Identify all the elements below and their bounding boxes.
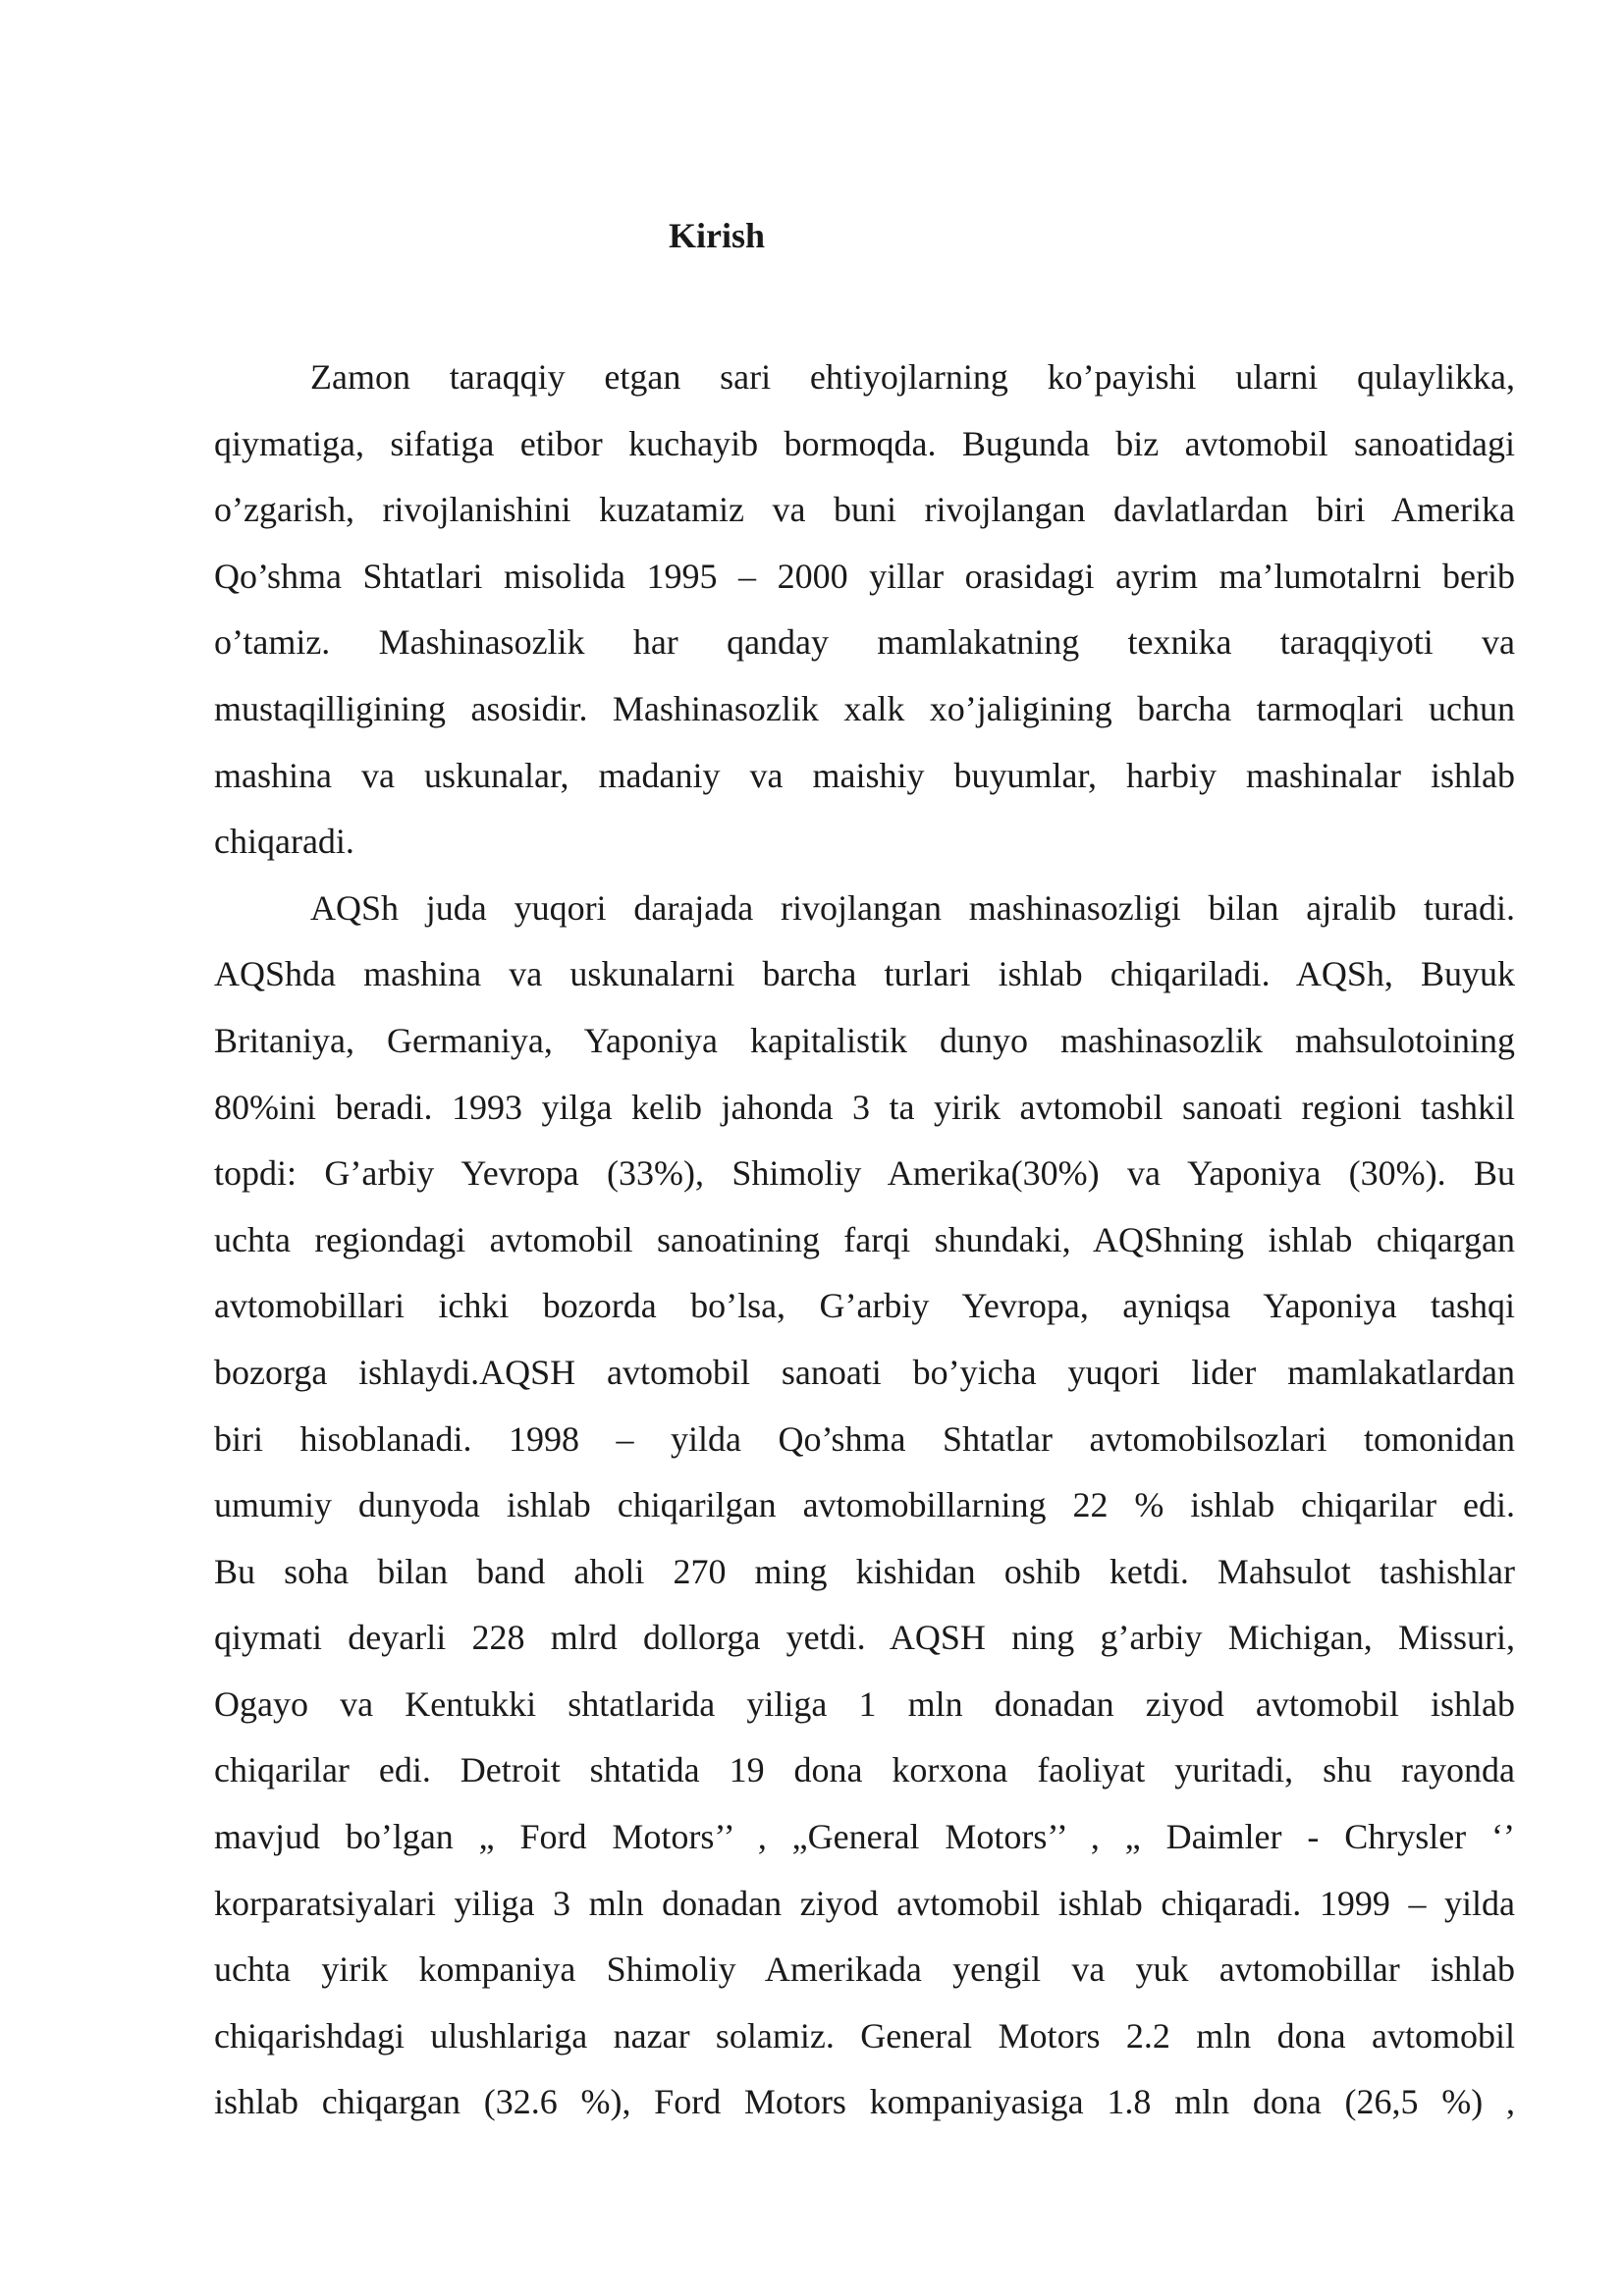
text-line: mashina va uskunalar, madaniy va maishiy buyumlar, harbiy mashinalar ishlab (214, 755, 1515, 795)
text-line: chiqaradi. (214, 822, 354, 862)
text-line: Ogayo va Kentukki shtatlarida yiliga 1 mln donadan ziyod avtomobil ishlab (214, 1683, 1515, 1724)
text-line: qiymatiga, sifatiga etibor kuchayib bormoqda. Bugunda biz avtomobil sanoatidagi (214, 423, 1515, 463)
text-line: Bu soha bilan band aholi 270 ming kishidan oshib ketdi. Mahsulot tashishlar (214, 1551, 1515, 1591)
text-line: mavjud bo’lgan „ Ford Motors’’ , „General Motors’’ , „ Daimler - Chrysler ‘’ (214, 1817, 1515, 1857)
text-line: Zamon taraqqiy etgan sari ehtiyojlarning ko’payishi ularni qulaylikka, (310, 357, 1515, 397)
text-line: topdi: G’arbiy Yevropa (33%), Shimoliy Amerika(30%) va Yaponiya (30%). Bu (214, 1153, 1515, 1194)
text-line: 80%ini beradi. 1993 yilga kelib jahonda 3 ta yirik avtomobil sanoati regioni tashkil (214, 1087, 1515, 1127)
text-line: ishlab chiqargan (32.6 %), Ford Motors kompaniyasiga 1.8 mln dona (26,5 %) , (214, 2082, 1515, 2122)
text-line: avtomobillari ichki bozorda bo’lsa, G’arbiy Yevropa, ayniqsa Yaponiya tashqi (214, 1286, 1515, 1326)
text-line: bozorga ishlaydi.AQSH avtomobil sanoati bo’yicha yuqori lider mamlakatlardan (214, 1352, 1515, 1392)
body-text (214, 345, 1515, 2136)
text-line: umumiy dunyoda ishlab chiqarilgan avtomobillarning 22 % ishlab chiqarilar edi. (214, 1485, 1515, 1525)
text-line: o’tamiz. Mashinasozlik har qanday mamlakatning texnika taraqqiyoti va (214, 622, 1515, 663)
text-line: uchta yirik kompaniya Shimoliy Amerikada yengil va yuk avtomobillar ishlab (214, 1949, 1515, 1990)
text-line: qiymati deyarli 228 mlrd dollorga yetdi. AQSH ning g’arbiy Michigan, Missuri, (214, 1618, 1515, 1658)
text-line: korparatsiyalari yiliga 3 mln donadan ziyod avtomobil ishlab chiqaradi. 1999 – yilda (214, 1883, 1515, 1923)
text-line: biri hisoblanadi. 1998 – yilda Qo’shma Shtatlar avtomobilsozlari tomonidan (214, 1418, 1515, 1459)
text-line: Britaniya, Germaniya, Yaponiya kapitalistik dunyo mashinasozlik mahsulotoining (214, 1020, 1515, 1060)
text-line: AQSh juda yuqori darajada rivojlangan mashinasozligi bilan ajralib turadi. (310, 887, 1515, 928)
text-line: uchta regiondagi avtomobil sanoatining farqi shundaki, AQShning ishlab chiqargan (214, 1219, 1515, 1259)
text-line: chiqarishdagi ulushlariga nazar solamiz. General Motors 2.2 mln dona avtomobil (214, 2015, 1515, 2056)
page-title: Kirish (668, 216, 765, 255)
text-line: o’zgarish, rivojlanishini kuzatamiz va buni rivojlangan davlatlardan biri Amerika (214, 490, 1515, 530)
text-line: Qo’shma Shtatlari misolida 1995 – 2000 yillar orasidagi ayrim ma’lumotalrni berib (214, 556, 1515, 596)
text-line: mustaqilligining asosidir. Mashinasozlik xalk xo’jaligining barcha tarmoqlari uchun (214, 688, 1515, 728)
text-line: AQShda mashina va uskunalarni barcha turlari ishlab chiqariladi. AQSh, Buyuk (214, 954, 1515, 994)
text-line: chiqarilar edi. Detroit shtatida 19 dona korxona faoliyat yuritadi, shu rayonda (214, 1750, 1515, 1790)
